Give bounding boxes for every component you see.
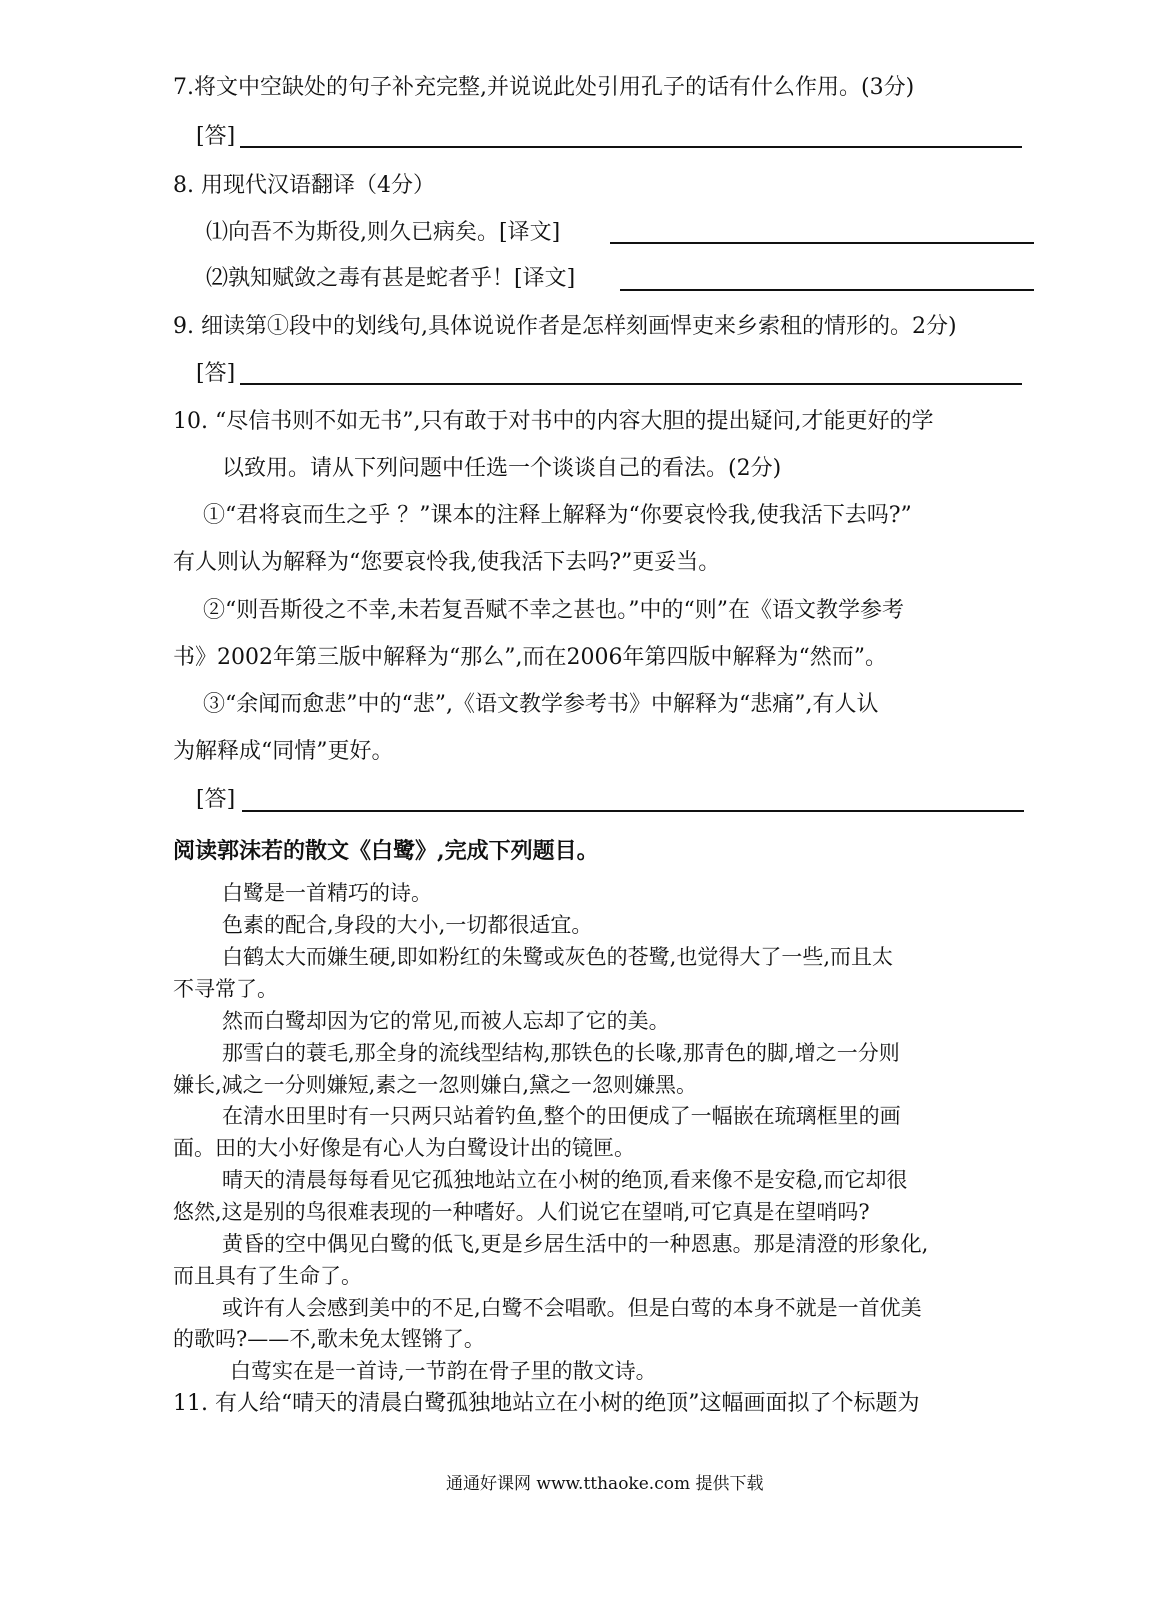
passage-line: 的歌吗?——不,歌未免太铿锵了。 <box>173 1327 485 1351</box>
reading-section-title: 阅读郭沫若的散文《白鹭》,完成下列题目。 <box>173 838 599 864</box>
passage-line: 黄昏的空中偶见白鹭的低飞,更是乡居生活中的一种恩惠。那是清澄的形象化, <box>222 1232 929 1256</box>
question-11: 11. 有人给“晴天的清晨白鹭孤独地站立在小树的绝顶”这幅画面拟了个标题为 <box>173 1391 920 1416</box>
passage-line: 白莺实在是一首诗,一节韵在骨子里的散文诗。 <box>230 1359 657 1383</box>
answer-line-q9 <box>240 383 1022 385</box>
q10-option-1-line-1: ①“君将哀而生之乎 ？”课本的注释上解释为“你要哀怜我,使我活下去吗?” <box>203 503 912 528</box>
q8-item-2: ⑵孰知赋敛之毒有甚是蛇者乎！[译文] <box>206 266 576 291</box>
answer-label-q7: [答] <box>196 124 236 149</box>
passage-line: 白鹭是一首精巧的诗。 <box>222 881 432 905</box>
passage-line: 嫌长,减之一分则嫌短,素之一忽则嫌白,黛之一忽则嫌黑。 <box>173 1073 698 1097</box>
q10-option-3-line-1: ③“余闻而愈悲”中的“悲”,《语文教学参考书》中解释为“悲痛”,有人认 <box>203 692 879 717</box>
passage-line: 面。田的大小好像是有心人为白鹭设计出的镜匣。 <box>173 1136 635 1160</box>
q10-option-2-line-2: 书》2002年第三版中解释为“那么”,而在2006年第四版中解释为“然而”。 <box>173 645 887 670</box>
question-10-line-1: 10. “尽信书则不如无书”,只有敢于对书中的内容大胆的提出疑问,才能更好的学 <box>173 409 934 434</box>
answer-line-q8-1 <box>610 242 1034 244</box>
answer-line-q10 <box>242 810 1024 812</box>
answer-label-q9: [答] <box>196 361 236 386</box>
q10-option-3-line-2: 为解释成“同情”更好。 <box>173 739 394 764</box>
passage-line: 然而白鹭却因为它的常见,而被人忘却了它的美。 <box>222 1009 670 1033</box>
q10-option-2-line-1: ②“则吾斯役之不幸,未若复吾赋不幸之甚也。”中的“则”在《语文教学参考 <box>203 598 904 623</box>
answer-line-q7 <box>240 146 1022 148</box>
question-9: 9. 细读第①段中的划线句,具体说说作者是怎样刻画悍吏来乡索租的情形的。2分) <box>173 314 957 339</box>
q8-item-1: ⑴向吾不为斯役,则久已病矣。[译文] <box>206 220 561 245</box>
question-10-line-2: 以致用。请从下列问题中任选一个谈谈自己的看法。(2分) <box>222 456 782 481</box>
passage-line: 晴天的清晨每每看见它孤独地站立在小树的绝顶,看来像不是安稳,而它却很 <box>222 1168 908 1192</box>
question-7: 7.将文中空缺处的句子补充完整,并说说此处引用孔子的话有什么作用。(3分) <box>173 75 915 100</box>
passage-line: 或许有人会感到美中的不足,白鹭不会唱歌。但是白莺的本身不就是一首优美 <box>222 1296 922 1320</box>
answer-line-q8-2 <box>620 289 1034 291</box>
q10-option-1-line-2: 有人则认为解释为“您要哀怜我,使我活下去吗?”更妥当。 <box>173 550 721 575</box>
question-8: 8. 用现代汉语翻译（4分） <box>173 173 435 198</box>
passage-line: 白鹤太大而嫌生硬,即如粉红的朱鹭或灰色的苍鹭,也觉得大了一些,而且太 <box>222 945 894 969</box>
passage-line: 不寻常了。 <box>173 977 278 1001</box>
passage-line: 在清水田里时有一只两只站着钓鱼,整个的田便成了一幅嵌在琉璃框里的画 <box>222 1104 901 1128</box>
passage-line: 悠然,这是别的鸟很难表现的一种嗜好。人们说它在望哨,可它真是在望哨吗? <box>173 1200 870 1224</box>
passage-line: 那雪白的蓑毛,那全身的流线型结构,那铁色的长喙,那青色的脚,增之一分则 <box>222 1041 900 1065</box>
page-footer: 通通好课网 www.tthaoke.com 提供下载 <box>446 1474 764 1494</box>
answer-label-q10: [答] <box>196 787 236 812</box>
passage-line: 而且具有了生命了。 <box>173 1264 362 1288</box>
passage-line: 色素的配合,身段的大小,一切都很适宜。 <box>222 913 593 937</box>
